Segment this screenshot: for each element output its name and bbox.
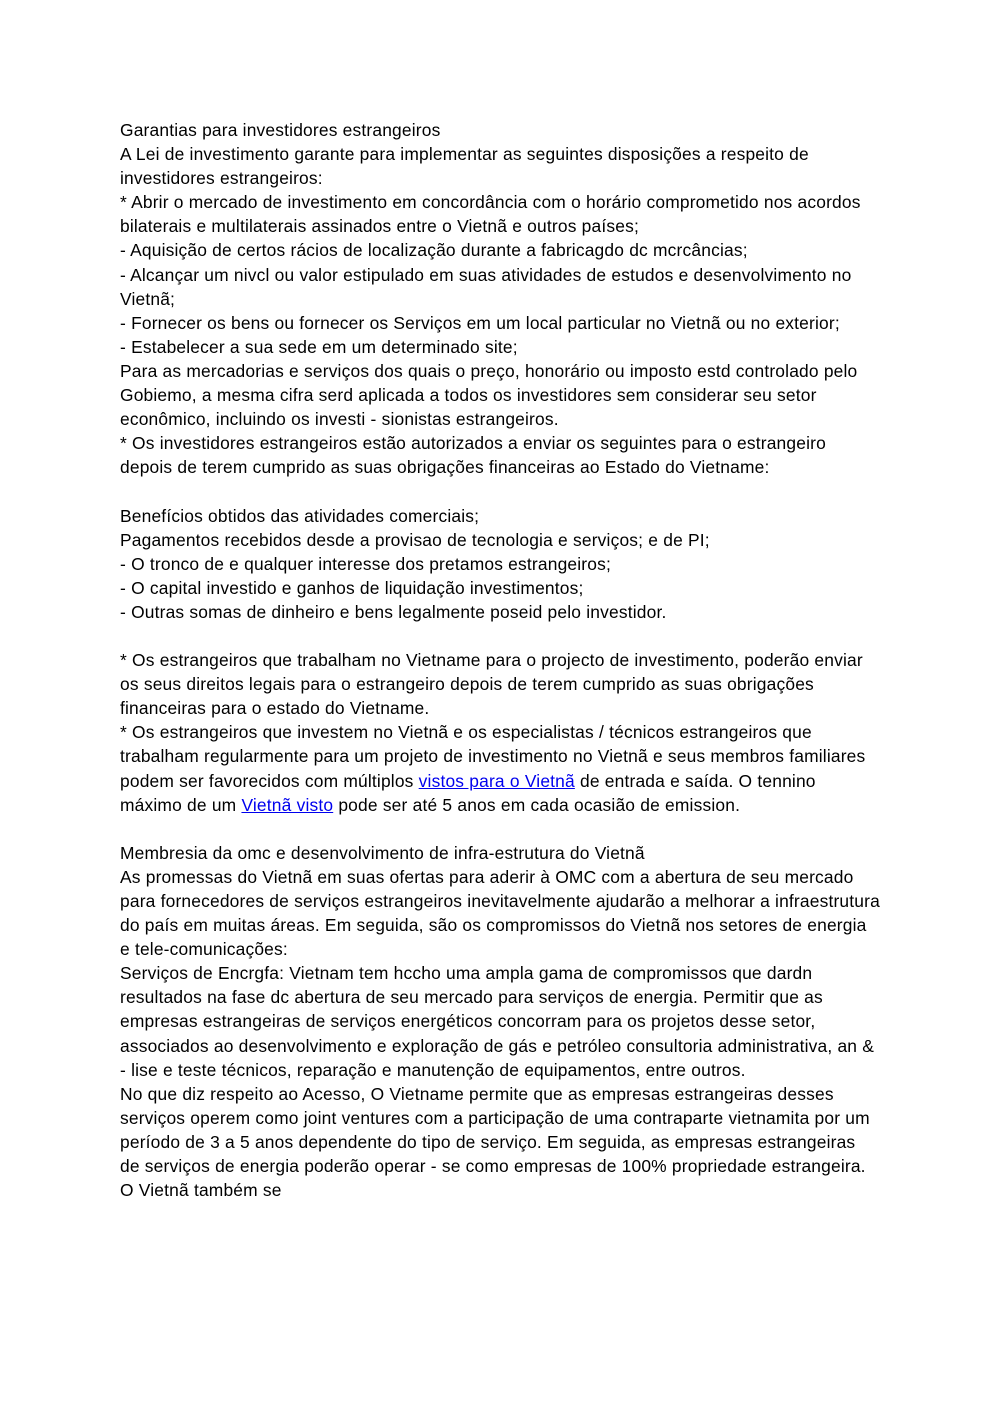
list-item-alcancar-nivel: - Alcançar um nivcl ou valor estipulado em suas atividades de estudos e desenvolvimento no Vietnã; [120, 264, 852, 309]
paragraph-lei-investimento: A Lei de investimento garante para implementar as seguintes disposições a respeito de investidores estrangeiros: [120, 144, 809, 189]
paragraph-spacer [120, 479, 880, 503]
list-item-pagamentos-tecnologia: Pagamentos recebidos desde a provisao de tecnologia e serviços; e de PI; [120, 529, 710, 550]
list-item-capital-investido: - O capital investido e ganhos de liquidação investimentos; [120, 577, 584, 598]
paragraph-abrir-mercado: * Abrir o mercado de investimento em concordância com o horário comprometido nos acordos bilaterais e multilaterais assinados entre o Vietnã e outros países; [120, 192, 861, 237]
link-vistos-para-o-vietna[interactable]: vistos para o Vietnã [418, 770, 575, 791]
list-item-tronco-interesse: - O tronco de e qualquer interesse dos pretamos estrangeiros; [120, 553, 611, 574]
paragraph-servicos-energia: Serviços de Encrgfa: Vietnam tem hccho uma ampla gama de compromissos que dardn resultados na fase dc abertura de seu mercado para serviços de energia. Permitir que as empresas estrangeiras de serviços energéticos concorram para os projetos desse setor, associados ao desenvolvimento e exploração de gás e petróleo consultoria administrativa, an & - lise e teste técnicos, reparação e manutenção de equipamentos, entre outros. [120, 963, 875, 1080]
paragraph-vistos-multiplos [120, 720, 880, 816]
link-vietna-visto[interactable]: Vietnã visto [241, 794, 334, 815]
list-item-aquisicao-racios: - Aquisição de certos rácios de localização durante a fabricagdo dc mcrcâncias; [120, 240, 748, 261]
list-item-outras-somas: - Outras somas de dinheiro e bens legalmente poseid pelo investidor. [120, 601, 667, 622]
heading-garantias: Garantias para investidores estrangeiros [120, 120, 441, 140]
paragraph-acesso-joint-ventures: No que diz respeito ao Acesso, O Vietname permite que as empresas estrangeiras desses serviços operem como joint ventures com a participação de uma contraparte vietnamita por um período de 3 a 5 anos dependente do tipo de serviço. Em seguida, as empresas estrangeiras de serviços de energia poderão operar - se como empresas de 100% propriedade estrangeira. O Vietnã também se [120, 1083, 870, 1201]
list-item-estabelecer-sede: - Estabelecer a sua sede em um determinado site; [120, 336, 518, 357]
paragraph-spacer [120, 817, 880, 841]
paragraph-promessas-omc: As promessas do Vietnã em suas ofertas para aderir à OMC com a abertura de seu mercado para fornecedores de serviços estrangeiros inevitavelmente ajudarão a melhorar a infraestrutura do país em muitas áreas. Em seguida, são os compromissos do Vietnã nos setores de energia e tele-comunicações: [120, 866, 880, 960]
heading-membresia-omc: Membresia da omc e desenvolvimento de infra-estrutura do Vietnã [120, 842, 645, 863]
paragraph-spacer [120, 624, 880, 648]
list-item-beneficios-comerciais: Benefícios obtidos das atividades comerciais; [120, 505, 480, 526]
paragraph-estrangeiros-trabalham: * Os estrangeiros que trabalham no Vietname para o projecto de investimento, poderão enviar os seus direitos legais para o estrangeiro depois de terem cumprido as suas obrigações financeiras para o estado do Vietname. [120, 650, 863, 719]
text-run-between-links: de entrada e saída. O tennino máximo de um [120, 770, 816, 815]
list-item-fornecer-bens: - Fornecer os bens ou fornecer os Serviços em um local particular no Vietnã ou no exterior; [120, 312, 840, 333]
text-run-before-link-vistos: * Os estrangeiros que investem no Vietnã e os especialistas / técnicos estrangeiros que trabalham regularmente para um projeto de investimento no Vietnã e seus membros familiares podem ser favorecidos com múltiplos [120, 722, 866, 791]
text-run-after-link-visto: pode ser até 5 anos em cada ocasião de emission. [333, 794, 741, 815]
paragraph-mercadorias-precos: Para as mercadorias e serviços dos quais o preço, honorário ou imposto estd controlado pelo Gobiemo, a mesma cifra serd aplicada a todos os investidores sem considerar seu setor econômico, incluindo os investi - sionistas estrangeiros. [120, 360, 858, 430]
document-body [120, 118, 880, 1202]
paragraph-investidores-autorizados: * Os investidores estrangeiros estão autorizados a enviar os seguintes para o estrangeiro depois de terem cumprido as suas obrigações financeiras ao Estado do Vietname: [120, 433, 826, 478]
